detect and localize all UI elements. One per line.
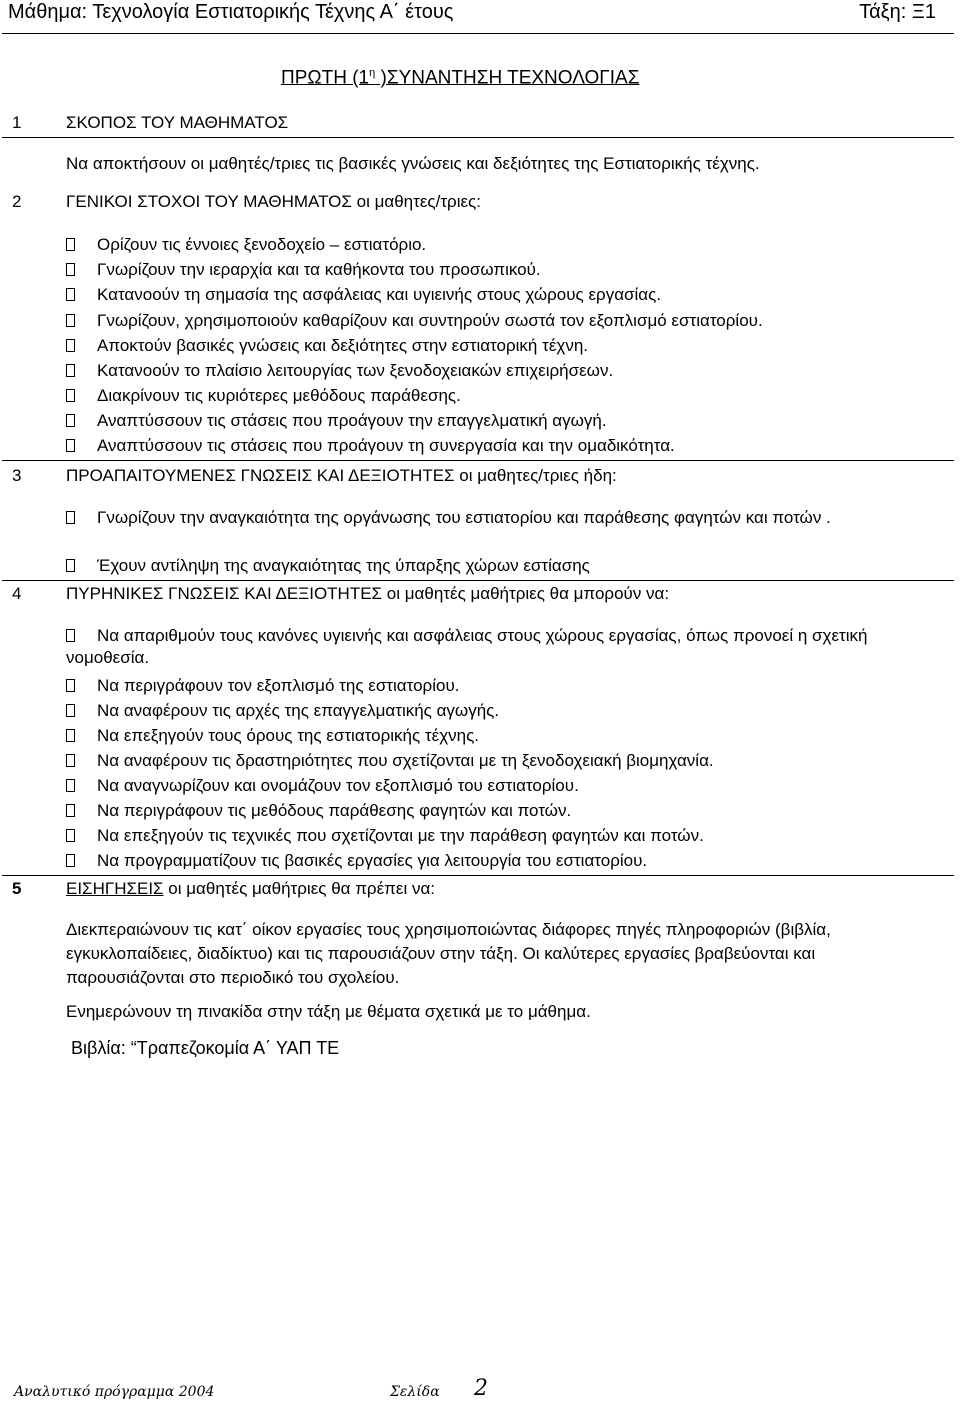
list-item: Αναπτύσσουν τις στάσεις που προάγουν την επαγγελματική αγωγή. xyxy=(66,410,607,432)
footer-page-label: Σελίδα xyxy=(390,1384,440,1400)
list-item: Έχουν αντίληψη της αναγκαιότητας της ύπαρξης χώρων εστίασης xyxy=(66,555,590,577)
suggestion-paragraph: Ενημερώνουν τη πινακίδα στην τάξη με θέματα σχετικά με το μάθημα. xyxy=(66,1002,591,1021)
list-item: Αναπτύσσουν τις στάσεις που προάγουν τη συνεργασία και την ομαδικότητα. xyxy=(66,435,675,457)
list-item: Ορίζουν τις έννοιες ξενοδοχείο – εστιατόριο. xyxy=(66,234,426,256)
checkbox-icon xyxy=(66,729,75,742)
checkbox-icon xyxy=(66,389,75,402)
list-item: Διακρίνουν τις κυριότερες μεθόδους παράθεσης. xyxy=(66,385,461,407)
checkbox-icon xyxy=(66,829,75,842)
list-item: Να επεξηγούν τους όρους της εστιατορικής τέχνης. xyxy=(66,725,479,747)
section-number: 4 xyxy=(12,584,22,603)
section-divider xyxy=(2,460,954,461)
course-title: Μάθημα: Τεχνολογία Εστιατορικής Τέχνης Α΄ έτους xyxy=(8,1,454,23)
list-item: Αποκτούν βασικές γνώσεις και δεξιότητες στην εστιατορική τέχνη. xyxy=(66,335,588,357)
checkbox-icon xyxy=(66,704,75,717)
list-item: Να προγραμματίζουν τις βασικές εργασίες για λειτουργία του εστιατορίου. xyxy=(66,850,647,872)
checkbox-icon xyxy=(66,288,75,301)
book-reference: Βιβλία: “Τραπεζοκομία Α΄ ΥΑΠ ΤΕ xyxy=(71,1038,340,1058)
section-title-rest: οι μαθητές μαθήτριες θα πρέπει να: xyxy=(163,879,436,898)
section-title: ΠΥΡΗΝΙΚΕΣ ΓΝΩΣΕΙΣ ΚΑΙ ΔΕΞΙΟΤΗΤΕΣ οι μαθητές μαθήτριες θα μπορούν να: xyxy=(66,584,670,603)
list-item: Να επεξηγούν τις τεχνικές που σχετίζονται με την παράθεση φαγητών και ποτών. xyxy=(66,825,704,847)
section-title xyxy=(66,878,435,900)
checkbox-icon xyxy=(66,629,75,642)
class-label: Τάξη: Ξ1 xyxy=(859,1,936,23)
section-title: ΓΕΝΙΚΟΙ ΣΤΟΧΟΙ ΤΟΥ ΜΑΘΗΜΑΤΟΣ οι μαθητες/τριες: xyxy=(66,192,481,211)
checkbox-icon xyxy=(66,364,75,377)
list-item: Να περιγράφουν τις μεθόδους παράθεσης φαγητών και ποτών. xyxy=(66,800,571,822)
list-item: Κατανοούν το πλαίσιο λειτουργίας των ξενοδοχειακών επιχειρήσεων. xyxy=(66,360,613,382)
list-item: Να περιγράφουν τον εξοπλισμό της εστιατορίου. xyxy=(66,675,459,697)
header-divider xyxy=(2,33,954,34)
checkbox-icon xyxy=(66,238,75,251)
page-number: 2 xyxy=(474,1376,488,1401)
checkbox-icon xyxy=(66,559,75,572)
section-title-underlined: ΕΙΣΗΓΗΣΕΙΣ xyxy=(66,879,164,898)
list-item: Γνωρίζουν, χρησιμοποιούν καθαρίζουν και συντηρούν σωστά τον εξοπλισμό εστιατορίου. xyxy=(66,310,763,332)
section-number: 5 xyxy=(12,879,22,898)
section-divider xyxy=(2,137,954,138)
suggestion-paragraph: Διεκπεραιώνουν τις κατ΄ οίκον εργασίες τους χρησιμοποιώντας διάφορες πηγές πληροφοριών (βιβλία, εγκυκλοπαίδειες, διαδίκτυο) και τις παρουσιάζουν στην τάξη. Οι καλύτερες εργασίες βραβεύονται και παρουσιάζονται στο περιοδικό του σχολείου. xyxy=(66,920,831,987)
checkbox-icon xyxy=(66,779,75,792)
checkbox-icon xyxy=(66,263,75,276)
checkbox-icon xyxy=(66,511,75,524)
checkbox-icon xyxy=(66,314,75,327)
checkbox-icon xyxy=(66,439,75,452)
meeting-title-post: )ΣΥΝΑΝΤΗΣΗ ΤΕΧΝΟΛΟΓΙΑΣ xyxy=(375,67,640,89)
section-number: 2 xyxy=(12,192,22,211)
list-item: Να αναφέρουν τις αρχές της επαγγελματικής αγωγής. xyxy=(66,700,499,722)
checkbox-icon xyxy=(66,804,75,817)
list-item: Να απαριθμούν τους κανόνες υγιεινής και ασφάλειας στους χώρους εργασίας, όπως προνοεί η σχετική νομοθεσία. xyxy=(66,626,868,667)
section-divider xyxy=(2,875,954,876)
list-item: Γνωρίζουν την ιεραρχία και τα καθήκοντα του προσωπικού. xyxy=(66,259,541,281)
section-text: Να αποκτήσουν οι μαθητές/τριες τις βασικές γνώσεις και δεξιότητες της Εστιατορικής τέχνης. xyxy=(66,154,760,173)
meeting-title xyxy=(281,62,639,89)
list-item: Γνωρίζουν την αναγκαιότητα της οργάνωσης του εστιατορίου και παράθεσης φαγητών και ποτών . xyxy=(66,507,926,529)
list-item: Να αναφέρουν τις δραστηριότητες που σχετίζονται με τη ξενοδοχειακή βιομηχανία. xyxy=(66,750,714,772)
checkbox-icon xyxy=(66,339,75,352)
section-number: 3 xyxy=(12,466,22,485)
checkbox-icon xyxy=(66,754,75,767)
meeting-title-pre: ΠΡΩΤΗ (1 xyxy=(281,67,370,89)
meeting-title-sup: η xyxy=(369,67,376,79)
section-divider xyxy=(2,580,954,581)
checkbox-icon xyxy=(66,854,75,867)
checkbox-icon xyxy=(66,679,75,692)
section-title: ΠΡΟΑΠΑΙΤΟΥΜΕΝΕΣ ΓΝΩΣΕΙΣ ΚΑΙ ΔΕΞΙΟΤΗΤΕΣ οι μαθητες/τριες ήδη: xyxy=(66,466,617,485)
footer-program: Αναλυτικό πρόγραμμα 2004 xyxy=(14,1384,215,1400)
list-item: Κατανοούν τη σημασία της ασφάλειας και υγιεινής στους χώρους εργασίας. xyxy=(66,284,661,306)
checkbox-icon xyxy=(66,414,75,427)
list-item: Να αναγνωρίζουν και ονομάζουν τον εξοπλισμό του εστιατορίου. xyxy=(66,775,579,797)
section-title: ΣΚΟΠΟΣ ΤΟΥ ΜΑΘΗΜΑΤΟΣ xyxy=(66,113,289,132)
section-number: 1 xyxy=(12,113,22,132)
